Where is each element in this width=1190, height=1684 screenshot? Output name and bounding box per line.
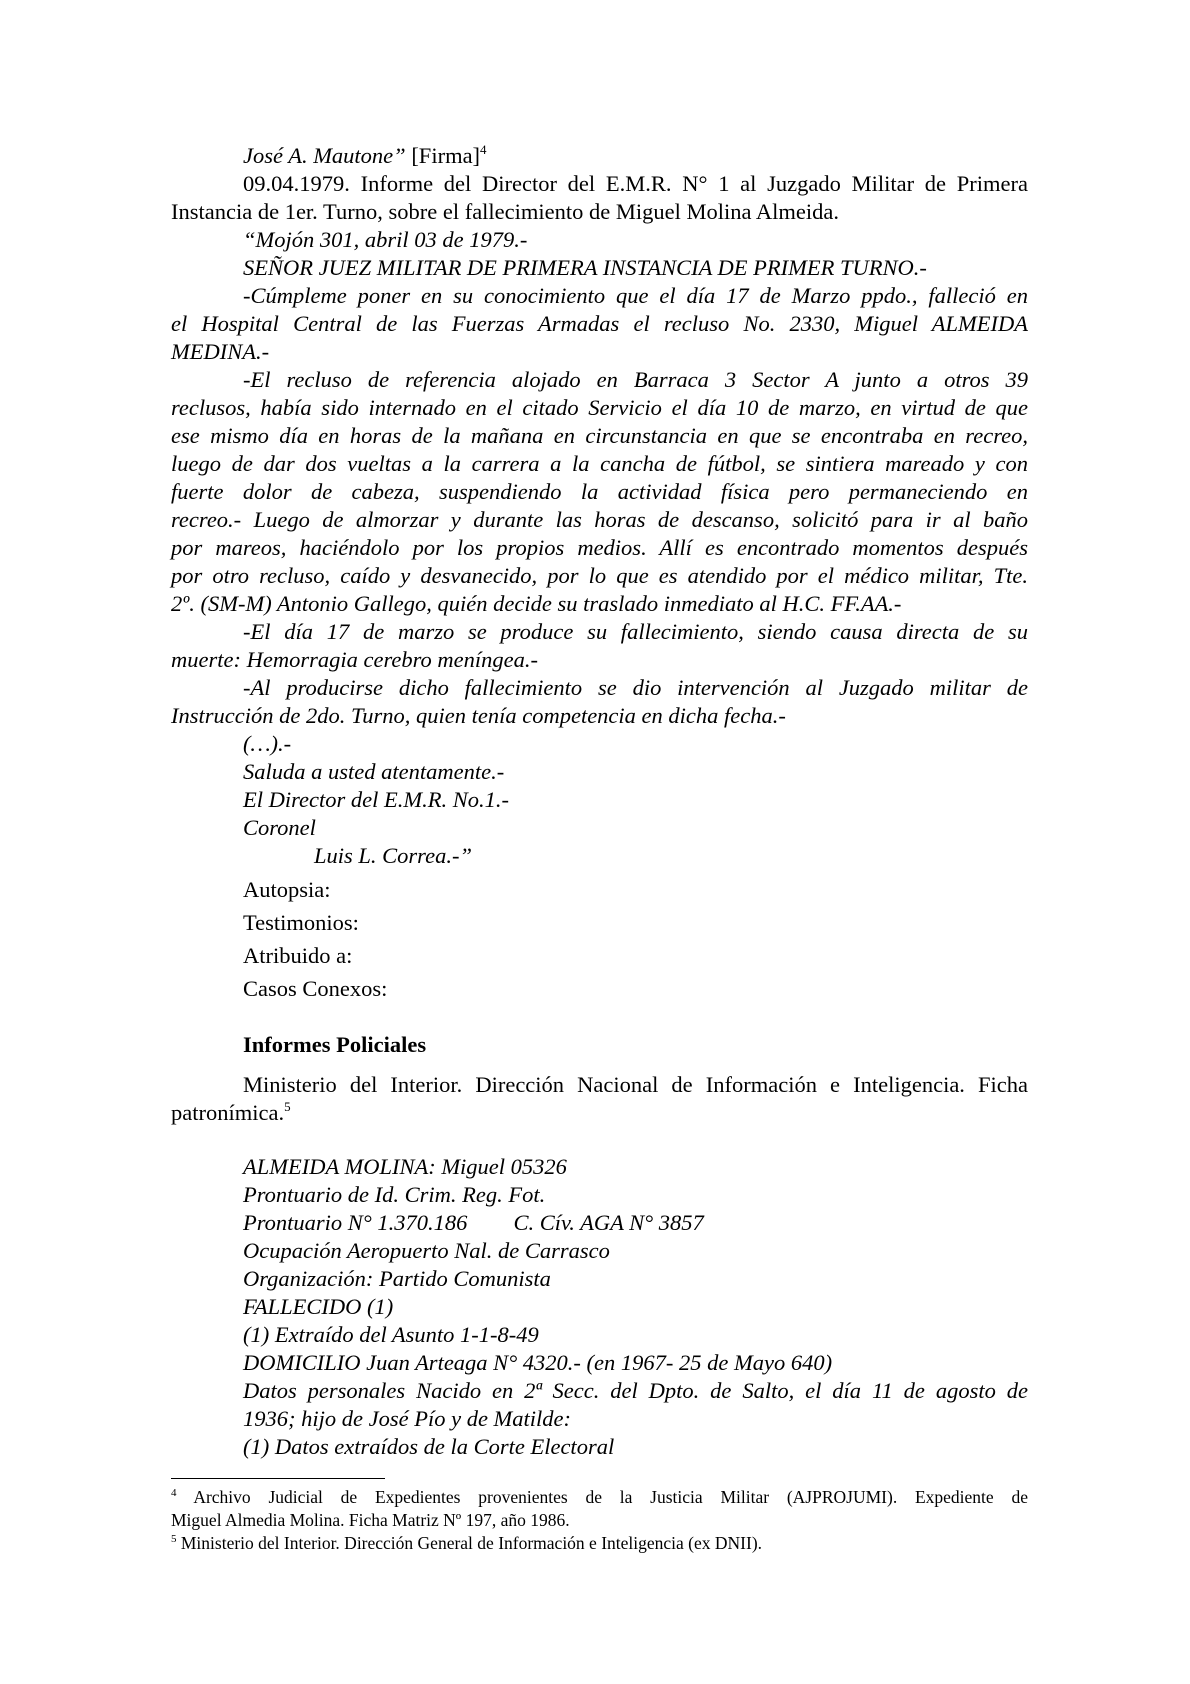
letter-p3-line: muerte: Hemorragia cerebro meníngea.- bbox=[171, 647, 538, 672]
ficha-nota-1: (1) Extraído del Asunto 1-1-8-49 bbox=[243, 1322, 539, 1347]
footnote-separator bbox=[171, 1478, 385, 1479]
field-testimonios: Testimonios: bbox=[243, 910, 359, 935]
footnote-ref-5[interactable]: 5 bbox=[284, 1099, 291, 1114]
letter-p2-line: por mareos, haciéndolo por los propios medios. Allí es encontrado momentos después bbox=[171, 535, 1028, 560]
firma-name: José A. Mautone” bbox=[243, 143, 406, 168]
letter-rank: Coronel bbox=[243, 815, 316, 840]
letter-p4-line: Instrucción de 2do. Turno, quien tenía competencia en dicha fecha.- bbox=[171, 703, 786, 728]
letter-p1-line: MEDINA.- bbox=[171, 339, 270, 364]
informe-title-line-2: Instancia de 1er. Turno, sobre el fallecimiento de Miguel Molina Almeida. bbox=[171, 199, 839, 224]
ficha-prontuario-crim: Prontuario de Id. Crim. Reg. Fot. bbox=[243, 1182, 546, 1207]
letter-signer-name: Luis L. Correa.-” bbox=[314, 843, 472, 868]
letter-p2-line: luego de dar dos vueltas a la carrera a la cancha de fútbol, se sintiera mareado y con bbox=[171, 451, 1028, 476]
ministerio-line-1: Ministerio del Interior. Dirección Nacional de Información e Inteligencia. Ficha bbox=[243, 1072, 1028, 1097]
ficha-fallecido: FALLECIDO (1) bbox=[243, 1294, 394, 1319]
ficha-domicilio: DOMICILIO Juan Arteaga N° 4320.- (en 1967- 25 de Mayo 640) bbox=[243, 1350, 833, 1375]
section-heading: Informes Policiales bbox=[243, 1032, 427, 1057]
footnote-5-text: Ministerio del Interior. Dirección General de Información e Inteligencia (ex DNII). bbox=[176, 1533, 763, 1553]
footnote-ref-4[interactable]: 4 bbox=[480, 142, 487, 157]
ficha-civica: C. Cív. AGA N° 3857 bbox=[513, 1210, 704, 1235]
footnote-5-number: 5 bbox=[171, 1533, 177, 1545]
letter-signer-title: El Director del E.M.R. No.1.- bbox=[243, 787, 509, 812]
footnote-4-text: Archivo Judicial de Expedientes provenientes de la Justicia Militar (AJPROJUMI). Expediente de bbox=[176, 1487, 1028, 1507]
letter-p2-line: reclusos, había sido internado en el citado Servicio el día 10 de marzo, en virtud de que bbox=[171, 395, 1028, 420]
letter-p2-line: 2º. (SM-M) Antonio Gallego, quién decide su traslado inmediato al H.C. FF.AA.- bbox=[171, 591, 902, 616]
letter-p2-line: ese mismo día en horas de la mañana en circunstancia en que se encontraba en recreo, bbox=[171, 423, 1028, 448]
letter-p3-line: -El día 17 de marzo se produce su fallecimiento, siendo causa directa de su bbox=[243, 619, 1028, 644]
field-casos-conexos: Casos Conexos: bbox=[243, 976, 388, 1001]
ministerio-text: patronímica. bbox=[171, 1100, 285, 1125]
letter-closing: Saluda a usted atentamente.- bbox=[243, 759, 505, 784]
ficha-datos-line-1: Datos personales Nacido en 2ª Secc. del Dpto. de Salto, el día 11 de agosto de bbox=[243, 1378, 1028, 1403]
footnote-4-line-1 bbox=[171, 1486, 1028, 1509]
letter-p2-line: -El recluso de referencia alojado en Barraca 3 Sector A junto a otros 39 bbox=[243, 367, 1028, 392]
ficha-prontuario-line bbox=[243, 1209, 1028, 1237]
ficha-ocupacion: Ocupación Aeropuerto Nal. de Carrasco bbox=[243, 1238, 610, 1263]
informe-title-line-1: 09.04.1979. Informe del Director del E.M.R. N° 1 al Juzgado Militar de Primera bbox=[243, 171, 1028, 196]
firma-label: [Firma] bbox=[405, 143, 481, 168]
ficha-prontuario-num: Prontuario N° 1.370.186 bbox=[243, 1210, 468, 1235]
letter-addressee: SEÑOR JUEZ MILITAR DE PRIMERA INSTANCIA DE PRIMER TURNO.- bbox=[243, 255, 927, 280]
letter-ellipsis: (…).- bbox=[243, 731, 292, 756]
ficha-nota-2: (1) Datos extraídos de la Corte Electoral bbox=[243, 1434, 615, 1459]
letter-p4-line: -Al producirse dicho fallecimiento se dio intervención al Juzgado militar de bbox=[243, 675, 1028, 700]
footnote-4-number: 4 bbox=[171, 1487, 177, 1499]
footnote-4-line-2: Miguel Almedia Molina. Ficha Matriz Nº 197, año 1986. bbox=[171, 1510, 570, 1530]
letter-p2-line: por otro recluso, caído y desvanecido, por lo que es atendido por el médico militar, Tte. bbox=[171, 563, 1028, 588]
firma-line bbox=[243, 142, 1028, 170]
ficha-organizacion: Organización: Partido Comunista bbox=[243, 1266, 551, 1291]
field-atribuido: Atribuido a: bbox=[243, 943, 353, 968]
ficha-name: ALMEIDA MOLINA: Miguel 05326 bbox=[243, 1154, 567, 1179]
letter-date: “Mojón 301, abril 03 de 1979.- bbox=[243, 227, 528, 252]
footnote-5 bbox=[171, 1532, 1028, 1555]
letter-p2-line: fuerte dolor de cabeza, suspendiendo la actividad física pero permaneciendo en bbox=[171, 479, 1028, 504]
letter-p1-line: -Cúmpleme poner en su conocimiento que el día 17 de Marzo ppdo., falleció en bbox=[243, 283, 1028, 308]
ministerio-line-2 bbox=[171, 1099, 1028, 1127]
field-autopsia: Autopsia: bbox=[243, 877, 331, 902]
letter-p2-line: recreo.- Luego de almorzar y durante las horas de descanso, solicitó para ir al baño bbox=[171, 507, 1028, 532]
ficha-datos-line-2: 1936; hijo de José Pío y de Matilde: bbox=[243, 1406, 572, 1431]
letter-p1-line: el Hospital Central de las Fuerzas Armadas el recluso No. 2330, Miguel ALMEIDA bbox=[171, 311, 1028, 336]
